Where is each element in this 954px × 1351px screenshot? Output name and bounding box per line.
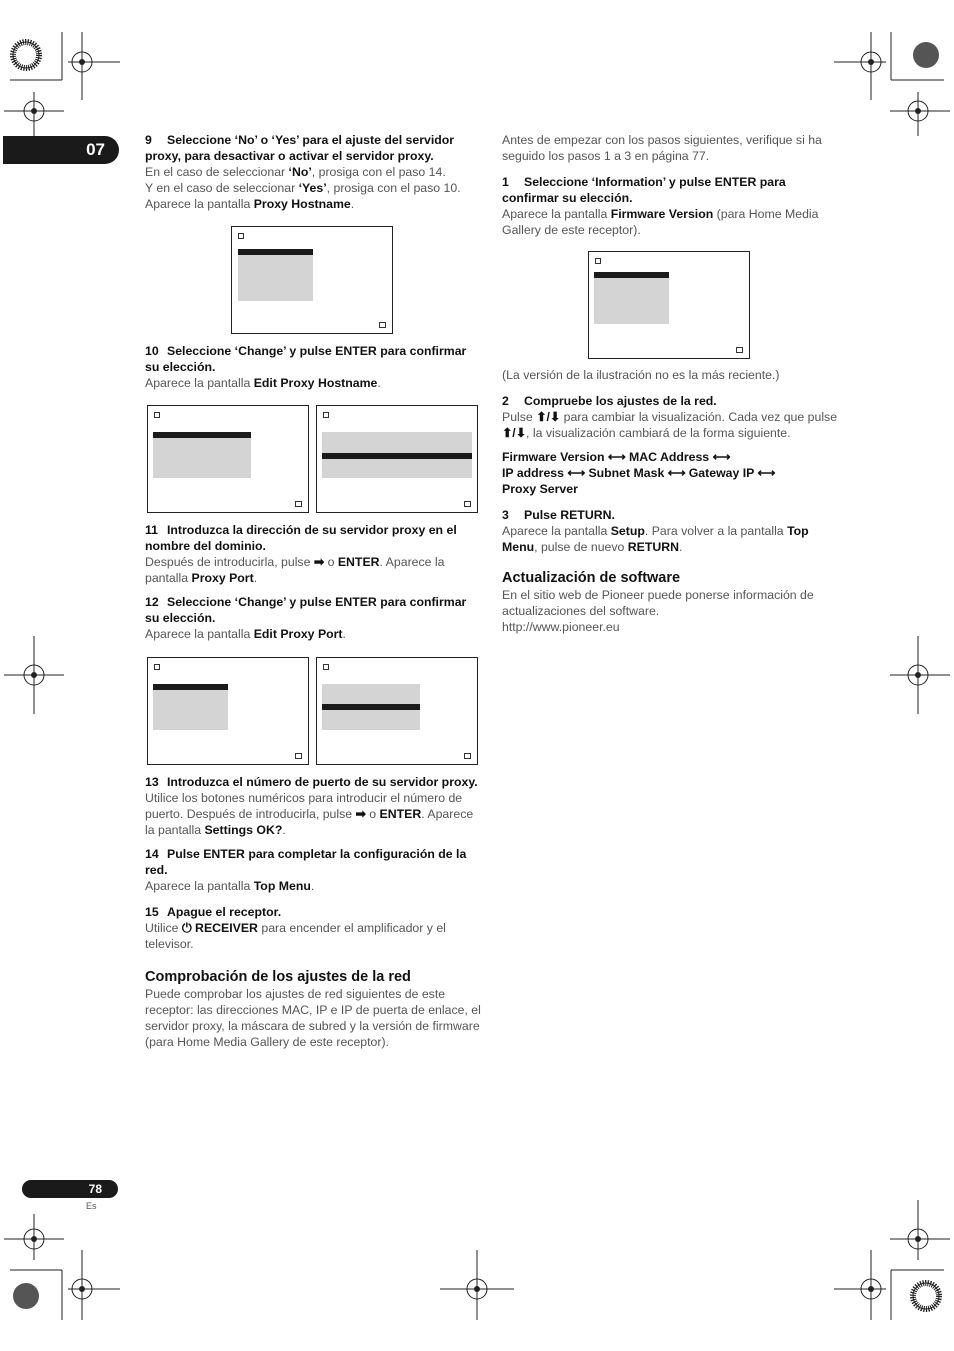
step-3-text: Aparece la pantalla Setup. Para volver a la pantalla Top Menu, pulse de nuevo RETURN. [502, 524, 809, 554]
step-14-title: 14 Pulse ENTER para completar la configuración de la red. [145, 847, 467, 877]
step-10-title: 10 Seleccione ‘Change’ y pulse ENTER para confirmar su elección. [145, 344, 467, 374]
right-column-2 [502, 367, 838, 635]
illustration-note: (La versión de la ilustración no es la más reciente.) [502, 368, 780, 382]
power-icon: ⏻ [181, 921, 192, 935]
network-check-text: Puede comprobar los ajustes de red siguientes de este receptor: las direcciones MAC, IP e IP de puerta de enlace, el servidor proxy, la máscara de subred y la versión de firmware (para Home Media Gallery de este receptor). [145, 987, 481, 1049]
heading-network-check: Comprobación de los ajustes de la red [145, 969, 411, 985]
display-sequence: Firmware Version ⟷ MAC Address ⟷ IP address ⟷ Subnet Mask ⟷ Gateway IP ⟷ Proxy Server [502, 450, 776, 496]
step-9-text-c: Aparece la pantalla Proxy Hostname. [145, 197, 355, 211]
step-1-text: Aparece la pantalla Firmware Version (para Home Media Gallery de este receptor). [502, 207, 819, 237]
step-2-title: 2 Compruebe los ajustes de la red. [502, 394, 717, 408]
step-10-text: Aparece la pantalla Edit Proxy Hostname. [145, 376, 381, 390]
step-1-title: 1 Seleccione ‘Information’ y pulse ENTER para confirmar su elección. [502, 175, 786, 205]
step-11-title: 11 Introduzca la dirección de su servidor proxy en el nombre del dominio. [145, 523, 457, 553]
step-3-title: 3 Pulse RETURN. [502, 508, 615, 522]
osd-firmware-version [588, 251, 750, 359]
step-2-text: Pulse ⬆/⬇ para cambiar la visualización. Cada vez que pulse ⬆/⬇, la visualización cambiará de la forma siguiente. [502, 410, 838, 440]
step-9-title: 9 Seleccione ‘No’ o ‘Yes’ para el ajuste del servidor proxy, para desactivar o activar el servidor proxy. [145, 133, 455, 163]
osd-proxy-hostname [231, 226, 393, 334]
intro-text: Antes de empezar con los pasos siguientes, verifique si ha seguido los pasos 1 a 3 en página 77. [502, 133, 822, 163]
step-13-text: Utilice los botones numéricos para introducir el número de puerto. Después de introducirla, pulse ➡ o ENTER. Aparece la pantalla Settings OK?. [145, 791, 474, 837]
step-14-text: Aparece la pantalla Top Menu. [145, 879, 315, 893]
step-15-title: 15 Apague el receptor. [145, 905, 282, 919]
osd-edit-proxy-port-2 [316, 657, 478, 765]
osd-edit-proxy-hostname-2 [316, 405, 478, 513]
update-text: En el sitio web de Pioneer puede ponerse información de actualizaciones del software. [502, 588, 814, 618]
left-column-3 [145, 522, 481, 642]
left-column-4 [145, 774, 481, 1050]
page-number: 78 [22, 1180, 118, 1198]
step-11-text: Después de introducirla, pulse ➡ o ENTER. Aparece la pantalla Proxy Port. [145, 555, 445, 585]
step-9-text-a: En el caso de seleccionar ‘No’, prosiga con el paso 14. [145, 165, 446, 179]
left-column [145, 132, 481, 212]
left-column-2 [145, 343, 481, 391]
step-15-text: Utilice ⏻ RECEIVER para encender el amplificador y el televisor. [145, 921, 446, 951]
step-9-text-b: Y en el caso de seleccionar ‘Yes’, prosiga con el paso 10. [145, 181, 461, 195]
osd-edit-proxy-hostname-1 [147, 405, 309, 513]
pioneer-url[interactable]: http://www.pioneer.eu [502, 620, 620, 634]
chapter-tab: 07 [3, 136, 119, 164]
step-13-title: 13 Introduzca el número de puerto de su servidor proxy. [145, 775, 478, 789]
step-12-title: 12 Seleccione ‘Change’ y pulse ENTER para confirmar su elección. [145, 595, 467, 625]
right-column [502, 132, 838, 238]
step-12-text: Aparece la pantalla Edit Proxy Port. [145, 627, 346, 641]
heading-software-update: Actualización de software [502, 570, 681, 586]
language-code: Es [86, 1201, 97, 1211]
osd-edit-proxy-port-1 [147, 657, 309, 765]
